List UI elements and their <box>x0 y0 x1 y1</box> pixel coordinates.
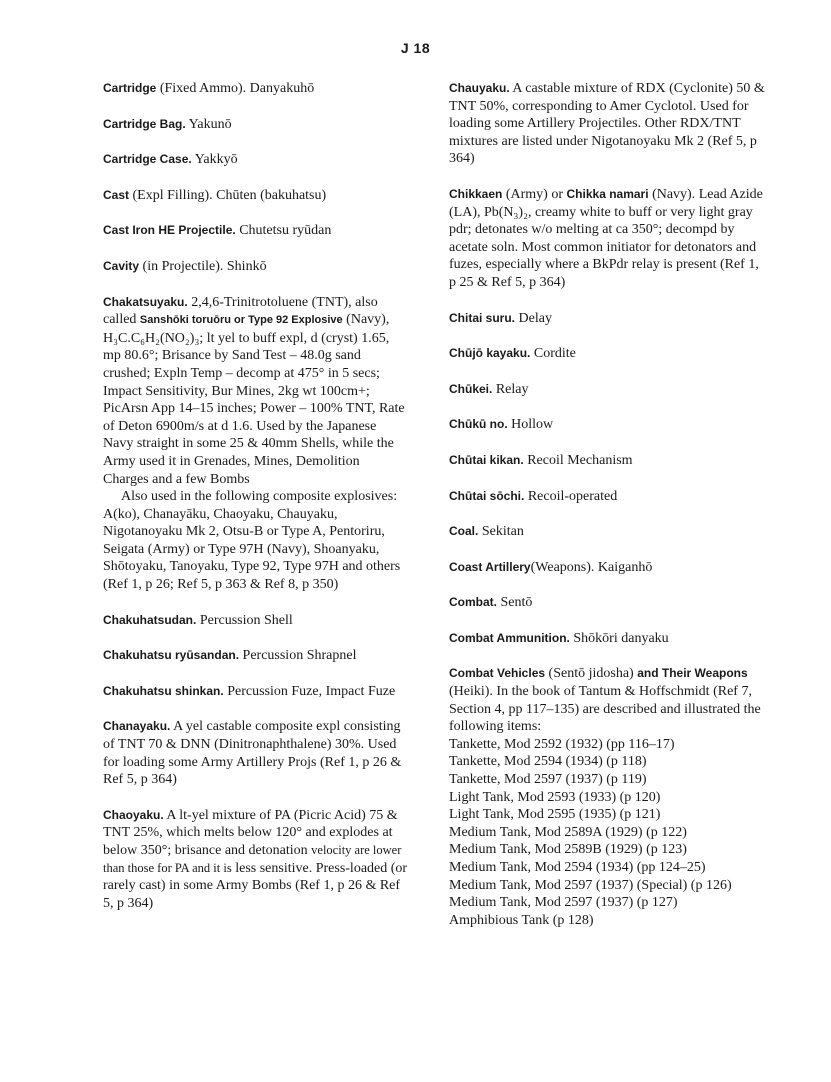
entry-chutai-kikan <box>449 452 767 470</box>
entry-term: Cast <box>103 187 130 202</box>
entry-paragraph: Also used in the following composite explosives: A(ko), Chanayāku, Chaoyaku, Chauyaku, Nigotanoyaku Mk 2, Otsu-B or Type A, Pentoriru, Seigata (Army) or Type 97H (Navy), Shoanyaku, Shōtoyaku, Tanoyaku, Type 92, Type 97H and others (Ref 1, p 26; Ref 5, p 363 & Ref 8, p 350) <box>103 489 401 593</box>
entry-definition: Percussion Shell <box>199 612 293 628</box>
entry-definition: Chutetsu ryūdan <box>239 223 332 239</box>
entry-cartridge-case <box>103 151 408 169</box>
entry-term: Combat Ammunition. <box>449 630 570 645</box>
entry-definition: Recoil-operated <box>527 488 618 504</box>
page-number: J 18 <box>400 40 431 56</box>
entry-definition: Sekitan <box>481 524 524 540</box>
entry-chujo-kayaku <box>449 345 767 363</box>
entry-coast-artillery <box>449 559 767 577</box>
vehicle-list-item: Tankette, Mod 2592 (1932) (pp 116–17) <box>449 736 675 752</box>
entry-cast <box>103 187 408 205</box>
entry-definition: (in Projectile). Shinkō <box>142 258 267 274</box>
left-column <box>103 80 408 930</box>
entry-term: Combat Vehicles <box>449 666 546 681</box>
vehicle-list-item: Amphibious Tank (p 128) <box>449 912 594 928</box>
entry-definition: (Heiki). In the book of Tantum & Hoffschmidt (Ref 7, Section 4, pp 117–135) are described and illustrated the following items: <box>449 684 761 735</box>
entry-term-alt: and Their Weapons <box>637 666 748 681</box>
entry-definition: Percussion Fuze, Impact Fuze <box>227 683 396 699</box>
entry-term: Chūtai kikan. <box>449 452 524 467</box>
vehicle-list-item: Medium Tank, Mod 2597 (1937) (Special) (p 126) <box>449 877 732 893</box>
entry-term: Chaoyaku. <box>103 807 164 822</box>
entry-chukei <box>449 381 767 399</box>
entry-chakuhatsu-shinkan <box>103 683 408 701</box>
entry-chakuhatsudan <box>103 612 408 630</box>
vehicle-list-item: Tankette, Mod 2597 (1937) (p 119) <box>449 772 647 788</box>
entry-term: Chanayaku. <box>103 719 171 734</box>
entry-term: Chakatsuyaku. <box>103 294 188 309</box>
entry-alias: Sanshōki toruōru or Type 92 Explosive <box>139 314 343 327</box>
entry-definition: Percussion Shrapnel <box>242 648 357 664</box>
entry-definition: Relay <box>495 381 529 397</box>
vehicle-list-item: Medium Tank, Mod 2589B (1929) (p 123) <box>449 842 687 858</box>
entry-cavity <box>103 258 408 276</box>
entry-term-alt: Chikka namari <box>566 186 649 201</box>
entry-term: Cartridge Case. <box>103 152 192 167</box>
entry-term: Combat. <box>449 595 497 610</box>
entry-chanayaku <box>103 718 408 788</box>
entry-definition: A yel castable composite expl consisting of TNT 70 & DNN (Dinitronaphthalene) 30%. Used for loading some Army Artillery Projs (Ref 1, p 26 & Ref 5, p 364) <box>103 719 402 788</box>
entry-combat-vehicles <box>449 665 767 929</box>
entry-term: Chūtai sōchi. <box>449 488 525 503</box>
vehicle-list-item: Medium Tank, Mod 2594 (1934) (pp 124–25) <box>449 860 706 875</box>
entry-term: Chakuhatsu ryūsandan. <box>103 648 240 663</box>
entry-definition: Yakunō <box>188 116 232 132</box>
entry-term: Chūjō kayaku. <box>449 346 531 361</box>
entry-definition: Shōkōri danyaku <box>573 630 669 646</box>
vehicle-list-item: Light Tank, Mod 2595 (1935) (p 121) <box>449 807 661 823</box>
entry-term: Chikkaen <box>449 186 503 201</box>
entry-definition-cont: (Navy), H₃C.C₆H₂(NO₂)₃; lt yel to buff expl, d (cryst) 1.65, mp 80.6°; Brisance by Sand Test – 48.0g sand crushed; Expln Temp – decomp at 475° in 5 secs; Impact Sensitivity, Bur Mines, 2kg wt 100cm+; PicArsn App 14–15 inches; Power – 100% TNT, Rate of Deton 6900m/s at d 1.6. Used by the Japanese Navy straight in some 25 & 40mm Shells, while the Army used it in Grenades, Mines, Demolition Charges and a few Bombs <box>103 312 405 487</box>
entry-combat-ammunition <box>449 630 767 648</box>
entry-definition: Yakkyō <box>194 152 238 168</box>
entry-cast-iron-he <box>103 222 408 240</box>
entry-term: Cavity <box>103 258 140 273</box>
entry-term: Chakuhatsudan. <box>103 612 197 627</box>
entry-definition: A castable mixture of RDX (Cyclonite) 50 & TNT 50%, corresponding to Amer Cyclotol. Used for loading some Artillery Projectiles. Other RDX/TNT mixtures are listed under Nigotanoyaku Mk 2 (Ref 5, p 364) <box>449 81 765 167</box>
entry-chauyaku <box>449 80 767 168</box>
entry-term: Chakuhatsu shinkan. <box>103 683 224 698</box>
entry-term: Cast Iron HE Projectile. <box>103 223 236 238</box>
entry-term: Coast Artillery <box>449 559 531 574</box>
entry-definition: Hollow <box>511 417 554 433</box>
entry-cartridge-bag <box>103 116 408 134</box>
entry-definition: A lt-yel mixture of PA (Picric Acid) 75 & TNT 25%, which melts below 120° and explodes at below 350°; brisance and detonation <box>103 807 398 858</box>
entry-chakatsuyaku <box>103 294 408 594</box>
entry-definition: (Weapons). Kaiganhō <box>530 559 653 575</box>
entry-combat <box>449 594 767 612</box>
vehicle-list-item: Light Tank, Mod 2593 (1933) (p 120) <box>449 789 661 805</box>
entry-chuku-no <box>449 416 767 434</box>
entry-connector: (Army) or <box>505 186 564 202</box>
entry-definition: Sentō <box>500 595 533 611</box>
entry-definition: Cordite <box>533 346 576 362</box>
entry-term: Chūkū no. <box>449 417 508 432</box>
entry-definition-small: velocity are lower than those for PA and it is <box>103 843 402 875</box>
right-column <box>449 80 767 947</box>
vehicle-list-item: Medium Tank, Mod 2597 (1937) (p 127) <box>449 895 678 911</box>
entry-coal <box>449 523 767 541</box>
entry-term: Coal. <box>449 524 479 539</box>
vehicle-list-item: Tankette, Mod 2594 (1934) (p 118) <box>449 754 647 770</box>
entry-chakuhatsu-ryusandan <box>103 647 408 665</box>
entry-chutai-sochi <box>449 488 767 506</box>
entry-definition: Recoil Mechanism <box>527 452 633 468</box>
entry-term: Chauyaku. <box>449 81 510 95</box>
entry-definition-cont: less sensitive. Press-loaded (or rarely cast) in some Army Bombs (Ref 1, p 26 & Ref 5, p 364) <box>103 860 408 911</box>
entry-definition: 2,4,6-Trinitrotoluene (TNT), also called <box>103 294 378 328</box>
entry-definition: (Navy). Lead Azide (LA), Pb(N₃)₂, creamy white to buff or very light gray pdr; detonates w/o melting at ca 350°; decompd by acetate soln. Most common initiator for detonators and fuzes, especially where a BkPdr relay is present (Ref 1, p 25 & Ref 5, p 364) <box>449 186 763 290</box>
entry-definition: (Expl Filling). Chūten (bakuhatsu) <box>132 187 327 203</box>
entry-term: Cartridge <box>103 81 157 95</box>
entry-term: Cartridge Bag. <box>103 116 186 131</box>
entry-term: Chūkei. <box>449 381 493 396</box>
entry-chikkaen <box>449 186 767 292</box>
entry-definition: Delay <box>518 310 552 326</box>
vehicle-list-item: Medium Tank, Mod 2589A (1929) (p 122) <box>449 824 687 840</box>
entry-chitai-suru <box>449 310 767 328</box>
entry-cartridge <box>103 80 408 98</box>
entry-definition: (Fixed Ammo). Danyakuhō <box>159 81 315 96</box>
entry-term: Chitai suru. <box>449 310 516 325</box>
entry-connector: (Sentō jidosha) <box>548 666 634 682</box>
entry-chaoyaku <box>103 807 408 913</box>
